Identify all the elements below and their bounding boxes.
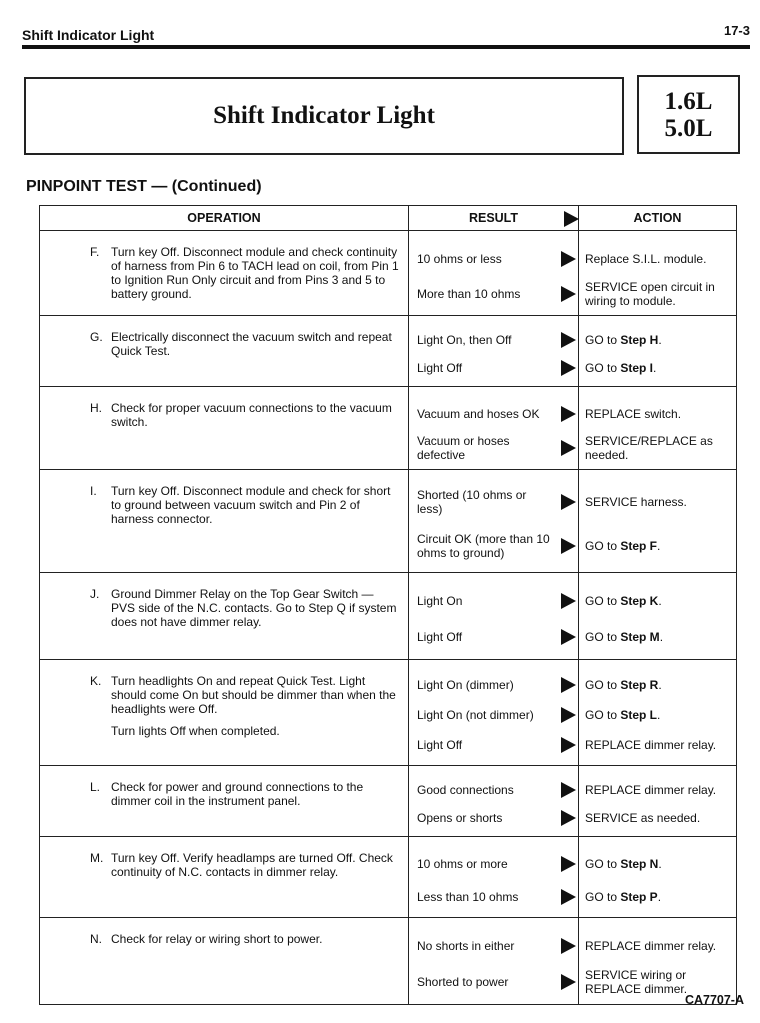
- action-cell: [579, 573, 737, 660]
- page-title: Shift Indicator Light: [213, 102, 435, 129]
- action-prefix: GO to: [585, 856, 621, 871]
- result-text: Shorted (10 ohms or less): [417, 488, 527, 516]
- operation-cell: [40, 573, 409, 660]
- action-item: [579, 276, 736, 311]
- action-prefix: GO to: [585, 333, 621, 347]
- arrow-icon: [561, 593, 576, 609]
- engine-box: [637, 75, 740, 154]
- action-item: [579, 326, 736, 354]
- action-suffix: .: [659, 630, 664, 644]
- result-text: Light On (not dimmer): [417, 708, 534, 722]
- action-suffix: .: [657, 539, 661, 553]
- step-letter: K.: [90, 674, 102, 688]
- action-text: [585, 630, 732, 644]
- engine-label-2: 5.0L: [664, 114, 713, 142]
- page-number: 17-3: [723, 23, 750, 38]
- action-item: [579, 524, 736, 568]
- result-item: [409, 397, 578, 431]
- action-cell: [579, 316, 737, 387]
- result-text: Vacuum or hoses defective: [417, 434, 510, 462]
- action-item: [579, 700, 736, 730]
- operation-cell: [40, 660, 409, 766]
- action-item: [579, 583, 736, 619]
- result-text: Less than 10 ohms: [417, 889, 519, 904]
- action-prefix: SERVICE harness.: [585, 495, 687, 509]
- action-prefix: GO to: [585, 889, 621, 904]
- result-item: [409, 880, 578, 913]
- result-cell: [409, 573, 579, 660]
- action-cell: [579, 918, 737, 1005]
- result-item: [409, 700, 578, 730]
- table-row: [40, 918, 737, 1005]
- action-cell: [579, 387, 737, 470]
- table-row: [40, 470, 737, 573]
- action-text: [585, 678, 732, 692]
- result-item: [409, 928, 578, 964]
- action-text: [585, 708, 732, 722]
- action-suffix: .: [657, 889, 662, 904]
- action-text: [585, 539, 732, 553]
- operation-cell: [40, 316, 409, 387]
- arrow-icon: [561, 360, 576, 376]
- step-reference: Step K: [620, 594, 659, 608]
- action-item: [579, 804, 736, 832]
- step-reference: Step F: [620, 539, 658, 553]
- figure-code: CA7707-A: [684, 993, 744, 1007]
- step-reference: Step P: [620, 889, 658, 904]
- operation-text: Check for relay or wiring short to power.: [111, 932, 323, 946]
- action-item: [579, 928, 736, 964]
- action-text: [585, 939, 732, 953]
- result-text: No shorts in either: [417, 939, 515, 953]
- result-text: Light Off: [417, 361, 463, 375]
- result-header-label: RESULT: [468, 211, 519, 225]
- arrow-icon: [561, 856, 576, 872]
- operation-text: Turn key Off. Disconnect module and check for short to ground between vacuum switch and Pin 2 of harness connector.: [111, 484, 391, 526]
- step-letter: J.: [90, 587, 100, 601]
- action-text: [585, 783, 732, 797]
- result-cell: [409, 660, 579, 766]
- table-row: [40, 231, 737, 316]
- header-rule: [22, 45, 750, 49]
- arrow-icon: [561, 251, 576, 267]
- action-text: [585, 333, 732, 347]
- operation-cell: [40, 231, 409, 316]
- step-reference: Step H: [620, 333, 659, 347]
- result-text: Light On: [417, 594, 463, 608]
- result-item: [409, 276, 578, 311]
- table-row: [40, 316, 737, 387]
- result-header: [409, 206, 579, 231]
- table-row: [40, 837, 737, 918]
- arrow-icon: [561, 889, 576, 905]
- arrow-icon: [561, 737, 576, 753]
- arrow-icon: [561, 629, 576, 645]
- action-item: [579, 670, 736, 700]
- operation-header-label: OPERATION: [187, 211, 261, 225]
- action-item: [579, 241, 736, 276]
- result-item: [409, 524, 578, 568]
- section-title: PINPOINT TEST — (Continued): [26, 178, 262, 195]
- operation-text: Turn headlights On and repeat Quick Test. Light should come On but should be dimmer than when the headlights were Off.: [111, 674, 396, 716]
- step-letter: G.: [90, 330, 103, 344]
- result-text: Light On (dimmer): [417, 678, 514, 692]
- action-header: [579, 206, 737, 231]
- arrow-icon: [561, 538, 576, 554]
- result-text: Opens or shorts: [417, 811, 503, 825]
- result-text: More than 10 ohms: [417, 286, 521, 301]
- action-text: [585, 280, 732, 308]
- result-text: 10 ohms or less: [417, 251, 502, 266]
- action-suffix: .: [658, 594, 662, 608]
- action-item: [579, 354, 736, 382]
- result-text: Light On, then Off: [417, 333, 512, 347]
- action-item: [579, 880, 736, 913]
- result-item: [409, 670, 578, 700]
- action-suffix: .: [653, 361, 657, 375]
- result-item: [409, 804, 578, 832]
- result-text: Vacuum and hoses OK: [417, 407, 540, 421]
- table-row: [40, 766, 737, 837]
- table-row: [40, 387, 737, 470]
- action-text: [585, 594, 732, 608]
- step-letter: L.: [90, 780, 101, 794]
- result-text: Shorted to power: [417, 975, 509, 989]
- result-cell: [409, 837, 579, 918]
- result-cell: [409, 387, 579, 470]
- arrow-icon: [561, 707, 576, 723]
- result-item: [409, 776, 578, 804]
- action-cell: [579, 231, 737, 316]
- arrow-icon: [561, 974, 576, 990]
- action-prefix: GO to: [585, 678, 621, 692]
- step-letter: N.: [90, 932, 102, 946]
- action-cell: [579, 660, 737, 766]
- action-prefix: SERVICE open circuit in wiring to module.: [585, 279, 715, 308]
- action-prefix: REPLACE dimmer relay.: [585, 939, 717, 953]
- result-text: Circuit OK (more than 10 ohms to ground): [417, 532, 550, 560]
- action-item: [579, 776, 736, 804]
- action-text: [585, 434, 732, 462]
- result-item: [409, 619, 578, 655]
- action-prefix: GO to: [585, 361, 621, 375]
- action-text: [585, 407, 732, 421]
- action-suffix: .: [658, 856, 662, 871]
- engine-label-1: 1.6L: [664, 87, 713, 115]
- action-item: [579, 730, 736, 760]
- operation-cell: [40, 837, 409, 918]
- action-prefix: SERVICE/REPLACE as needed.: [585, 434, 713, 462]
- running-header-title: Shift Indicator Light: [22, 27, 155, 43]
- operation-note: Turn lights Off when completed.: [111, 724, 280, 738]
- operation-text: Ground Dimmer Relay on the Top Gear Switch — PVS side of the N.C. contacts. Go to Step Q if system does not have dimmer relay.: [111, 587, 397, 629]
- action-cell: [579, 766, 737, 837]
- step-letter: H.: [90, 401, 102, 415]
- action-text: [585, 890, 732, 904]
- result-text: Light Off: [417, 738, 463, 752]
- action-item: [579, 397, 736, 431]
- result-item: [409, 847, 578, 880]
- action-prefix: REPLACE dimmer relay.: [585, 783, 717, 797]
- arrow-icon: [561, 406, 576, 422]
- action-prefix: SERVICE wiring or REPLACE dimmer.: [585, 968, 688, 996]
- action-item: [579, 847, 736, 880]
- action-suffix: .: [658, 678, 662, 692]
- arrow-icon: [561, 938, 576, 954]
- step-reference: Step M: [620, 630, 660, 644]
- operation-cell: [40, 387, 409, 470]
- result-text: Good connections: [417, 783, 514, 797]
- arrow-icon: [561, 440, 576, 456]
- action-text: [585, 968, 732, 996]
- operation-cell: [40, 918, 409, 1005]
- action-prefix: REPLACE switch.: [585, 407, 682, 421]
- action-text: [585, 495, 732, 509]
- arrow-icon: [564, 211, 579, 227]
- result-text: Light Off: [417, 630, 463, 644]
- operation-text: Electrically disconnect the vacuum switch and repeat Quick Test.: [111, 330, 392, 358]
- table-row: [40, 660, 737, 766]
- arrow-icon: [561, 286, 576, 302]
- result-item: [409, 354, 578, 382]
- step-reference: Step I: [620, 361, 654, 375]
- result-item: [409, 241, 578, 276]
- result-cell: [409, 766, 579, 837]
- result-item: [409, 964, 578, 1000]
- action-header-label: ACTION: [633, 211, 682, 225]
- step-letter: F.: [90, 245, 100, 259]
- action-item: [579, 480, 736, 524]
- result-item: [409, 431, 578, 465]
- action-prefix: GO to: [585, 594, 621, 608]
- arrow-icon: [561, 782, 576, 798]
- action-text: [585, 857, 732, 871]
- result-item: [409, 730, 578, 760]
- result-text: 10 ohms or more: [417, 856, 508, 871]
- action-text: [585, 252, 732, 266]
- operation-text: Check for power and ground connections to the dimmer coil in the instrument panel.: [111, 780, 364, 808]
- action-prefix: Replace S.I.L. module.: [585, 251, 707, 266]
- action-text: [585, 811, 732, 825]
- result-cell: [409, 470, 579, 573]
- result-cell: [409, 231, 579, 316]
- table-header-row: [40, 206, 737, 231]
- operation-text: Check for proper vacuum connections to the vacuum switch.: [111, 401, 392, 429]
- action-text: [585, 361, 732, 375]
- step-reference: Step R: [620, 678, 659, 692]
- step-reference: Step N: [620, 856, 659, 871]
- action-cell: [579, 837, 737, 918]
- result-item: [409, 583, 578, 619]
- table-row: [40, 573, 737, 660]
- arrow-icon: [561, 494, 576, 510]
- result-cell: [409, 316, 579, 387]
- result-item: [409, 326, 578, 354]
- operation-text: Turn key Off. Verify headlamps are turned Off. Check continuity of N.C. contacts in dimmer relay.: [111, 851, 393, 879]
- action-suffix: .: [657, 708, 661, 722]
- arrow-icon: [561, 332, 576, 348]
- arrow-icon: [561, 810, 576, 826]
- arrow-icon: [561, 677, 576, 693]
- action-prefix: GO to: [585, 539, 621, 553]
- step-letter: M.: [90, 851, 104, 865]
- operation-text: Turn key Off. Disconnect module and check continuity of harness from Pin 6 to TACH lead on coil, from Pin 1 to Ignition Run Only circuit and from Pins 3 and 5 to battery ground.: [111, 245, 399, 301]
- action-text: [585, 738, 732, 752]
- action-prefix: SERVICE as needed.: [585, 811, 701, 825]
- action-item: [579, 431, 736, 465]
- operation-header: [40, 206, 409, 231]
- result-cell: [409, 918, 579, 1005]
- action-prefix: GO to: [585, 630, 621, 644]
- result-item: [409, 480, 578, 524]
- action-item: [579, 619, 736, 655]
- step-reference: Step L: [620, 708, 658, 722]
- action-suffix: .: [658, 333, 662, 347]
- action-prefix: REPLACE dimmer relay.: [585, 738, 717, 752]
- action-prefix: GO to: [585, 708, 621, 722]
- action-cell: [579, 470, 737, 573]
- pinpoint-test-table: [39, 205, 737, 1005]
- title-box: [24, 77, 624, 155]
- operation-cell: [40, 470, 409, 573]
- step-letter: I.: [90, 484, 97, 498]
- operation-cell: [40, 766, 409, 837]
